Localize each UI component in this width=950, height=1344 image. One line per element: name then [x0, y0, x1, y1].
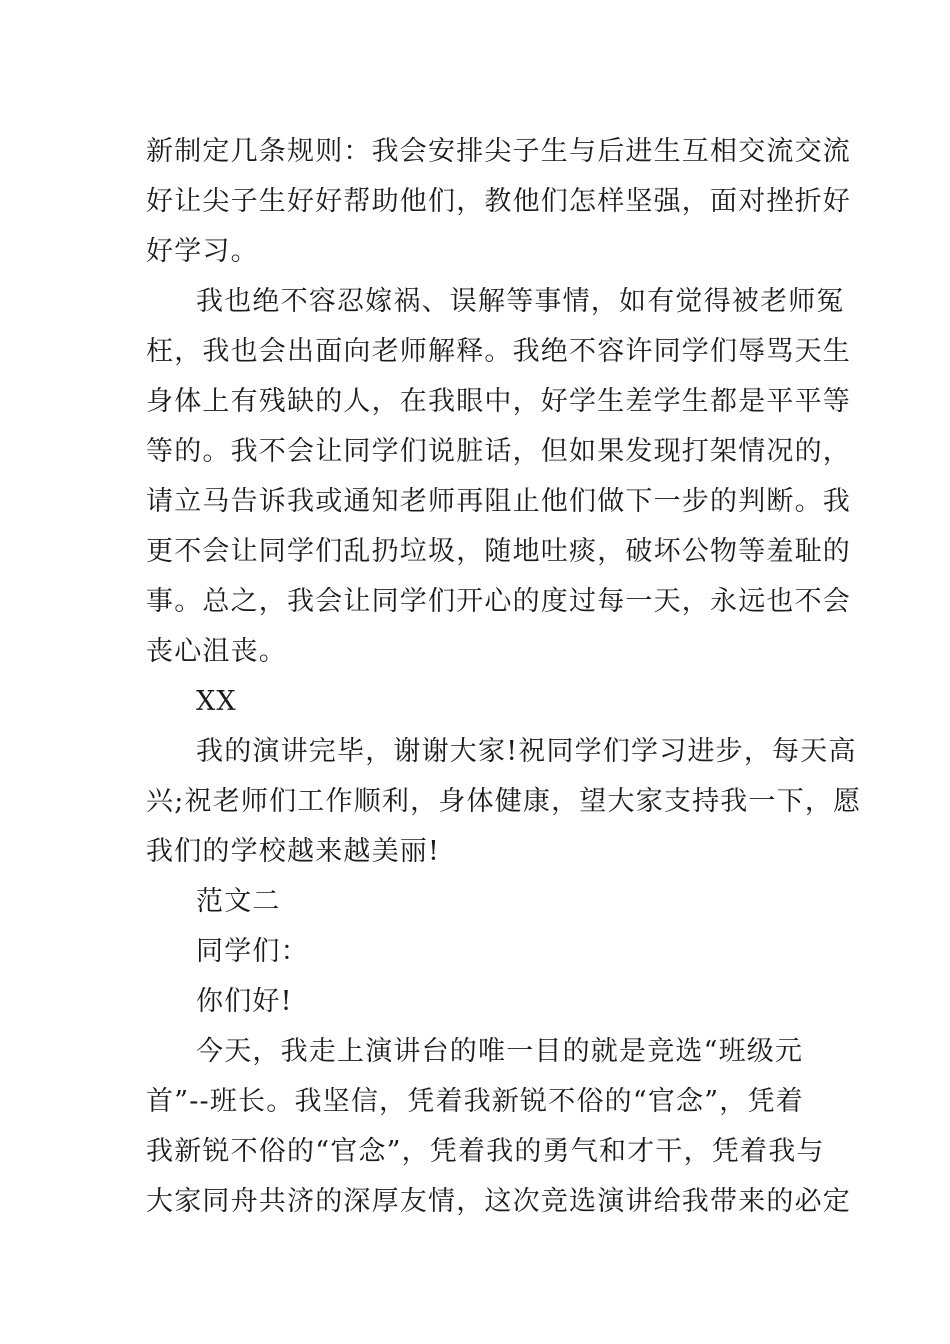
greeting-line: 你们好!	[196, 986, 293, 1017]
text-line: 好学习。	[146, 236, 259, 267]
text-line: 等的。我不会让同学们说脏话，但如果发现打架情况的，	[146, 436, 851, 467]
placeholder-name-line: XX	[196, 686, 237, 717]
text-line: 更不会让同学们乱扔垃圾，随地吐痰，破坏公物等羞耻的	[146, 536, 851, 567]
text-line: 事。总之，我会让同学们开心的度过每一天，永远也不会	[146, 586, 851, 617]
paragraph-start-line: 我也绝不容忍嫁祸、误解等事情，如有觉得被老师冤	[196, 286, 845, 317]
text-line: 枉，我也会出面向老师解释。我绝不容许同学们辱骂天生	[146, 336, 851, 367]
text-line: 丧心沮丧。	[146, 636, 287, 667]
text-line: 我新锐不俗的“官念”，凭着我的勇气和才干，凭着我与	[146, 1136, 825, 1167]
text-line: 兴;祝老师们工作顺利，身体健康，望大家支持我一下，愿	[146, 786, 862, 817]
text-line: 好让尖子生好好帮助他们，教他们怎样坚强，面对挫折好	[146, 186, 851, 217]
section-heading: 范文二	[196, 886, 281, 917]
text-line: 请立马告诉我或通知老师再阻止他们做下一步的判断。我	[146, 486, 851, 517]
text-line: 新制定几条规则：我会安排尖子生与后进生互相交流交流	[146, 136, 851, 167]
text-line: 首”--班长。我坚信，凭着我新锐不俗的“官念”，凭着	[146, 1086, 804, 1117]
text-line: 我们的学校越来越美丽!	[146, 836, 441, 867]
salutation-line: 同学们：	[196, 936, 309, 967]
paragraph-start-line: 今天，我走上演讲台的唯一目的就是竞选“班级元	[196, 1036, 804, 1067]
text-line: 大家同舟共济的深厚友情，这次竞选演讲给我带来的必定	[146, 1186, 851, 1217]
text-line: 身体上有残缺的人，在我眼中，好学生差学生都是平平等	[146, 386, 851, 417]
paragraph-start-line: 我的演讲完毕，谢谢大家!祝同学们学习进步，每天高	[196, 736, 857, 767]
